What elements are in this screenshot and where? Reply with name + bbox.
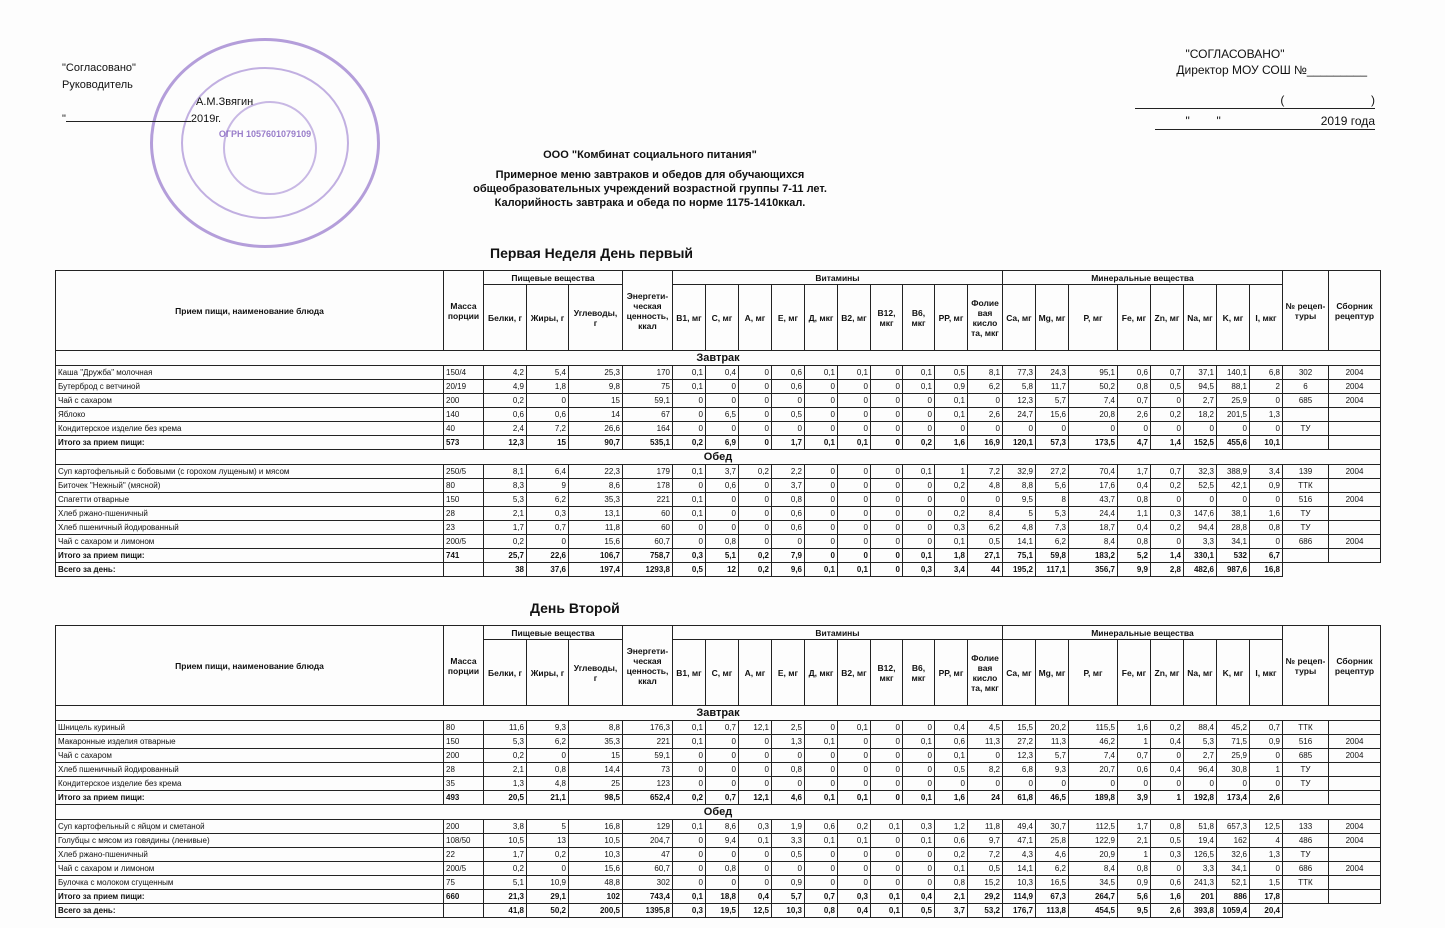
table-row: Чай с сахаром 200 0,2 0 15 59,1 0 0 0 0 0 0 0 0 0,1 0 12,3 5,7 7,4 0,7 0 2,7 25,9 0 685 2004: [56, 394, 1381, 408]
meal-section-header: Завтрак: [56, 706, 1381, 721]
table-row: Суп картофельный с бобовыми (с горохом лущеным) и мясом 250/5 8,1 6,4 22,3 179 0,1 3,7 0,2 2,2 0 0 0 0,1 1 7,2 32,9 27,2 70,4 1,7 0,7 32,3 388,9 3,4 139 2004: [56, 465, 1381, 479]
col-p: P, мг: [1069, 285, 1118, 351]
approval-left: [62, 60, 253, 128]
table-row: Чай с сахаром и лимоном 200/5 0,2 0 15,6 60,7 0 0,8 0 0 0 0 0 0 0,1 0,5 14,1 6,2 8,4 0,8 0 3,3 34,1 0 686 2004: [56, 862, 1381, 876]
col-zn: Zn, мг: [1151, 640, 1184, 706]
col-i: I, мкг: [1250, 285, 1283, 351]
col-fat: Жиры, г: [527, 640, 569, 706]
col-b6: B6, мкг: [903, 640, 935, 706]
meal-total-row: Итого за прием пищи: 573 12,3 15 90,7 535,1 0,2 6,9 0 1,7 0,1 0,1 0 0,2 1,6 16,9 120,1 57,3 173,5 4,7 1,4 152,5 455,6 10,1: [56, 436, 1381, 450]
title-line-3: Калорийность завтрака и обеда по норме 1175-1410ккал.: [494, 197, 806, 209]
col-d: Д, мкг: [805, 640, 838, 706]
meal-total-row: Итого за прием пищи: 493 20,5 21,1 98,5 652,4 0,2 0,7 12,1 4,6 0,1 0,1 0 0,1 1,6 24 61,8 46,5 189,8 3,9 1 192,8 173,4 2,6: [56, 791, 1381, 805]
col-group-vitamins: Витамины: [673, 271, 1003, 285]
col-recipe-no: № рецеп-туры: [1283, 626, 1329, 706]
stamp-ogrn: ОГРН 1057601079109: [218, 129, 312, 139]
table-row: Хлеб пшеничный йодированный 28 2,1 0,8 14,4 73 0 0 0 0,8 0 0 0 0 0,5 8,2 6,8 9,3 20,7 0,6 0,4 96,4 30,8 1 ТУ: [56, 763, 1381, 777]
table-row: Хлеб ржано-пшеничный 22 1,7 0,2 10,3 47 0 0 0 0,5 0 0 0 0 0,2 7,2 4,3 4,6 20,9 1 0,3 126,5 32,6 1,3 ТУ: [56, 848, 1381, 862]
meal-section-header: Обед: [56, 805, 1381, 820]
col-pp: PP, мг: [935, 640, 968, 706]
meal-section-header: Завтрак: [56, 351, 1381, 366]
col-c: C, мг: [706, 285, 739, 351]
col-ca: Ca, мг: [1003, 640, 1036, 706]
day-2-title: День Второй: [530, 600, 620, 616]
col-e: E, мг: [772, 285, 805, 351]
col-b1: B1, мг: [673, 285, 706, 351]
approval-date-left: " 2019г.: [62, 113, 222, 125]
col-fe: Fe, мг: [1118, 285, 1151, 351]
table-row: Яблоко 140 0,6 0,6 14 67 0 6,5 0 0,5 0 0 0 0 0,1 2,6 24,7 15,6 20,8 2,6 0,2 18,2 201,5 1,3: [56, 408, 1381, 422]
col-meal-name: Прием пищи, наименование блюда: [56, 626, 444, 706]
col-e: E, мг: [772, 640, 805, 706]
title-line-2: общеобразовательных учреждений возрастной группы 7-11 лет.: [473, 183, 827, 195]
menu-table-day-2: [55, 625, 1381, 918]
col-folic: Фолие вая кисло та, мкг: [968, 640, 1003, 706]
col-carbs: Углеводы, г: [569, 285, 623, 351]
col-b12: B12, мкг: [871, 285, 903, 351]
col-group-minerals: Минеральные вещества: [1003, 271, 1283, 285]
col-pp: PP, мг: [935, 285, 968, 351]
col-energy: Энергети-ческая ценность, ккал: [623, 626, 673, 706]
director-label: Директор МОУ СОШ №_________: [1176, 63, 1367, 77]
table-row: Хлеб ржано-пшеничный 28 2,1 0,3 13,1 60 0,1 0 0 0,6 0 0 0 0 0,2 8,4 5 5,3 24,4 1,1 0,3 147,6 38,1 1,6 ТУ: [56, 507, 1381, 521]
col-mg: Mg, мг: [1036, 640, 1069, 706]
table-row: Кондитерское изделие без крема 35 1,3 4,8 25 123 0 0 0 0 0 0 0 0 0 0 0 0 0 0 0 0 0 0 ТУ: [56, 777, 1381, 791]
col-carbs: Углеводы, г: [569, 640, 623, 706]
table-row: Суп картофельный с яйцом и сметаной 200 3,8 5 16,8 129 0,1 8,6 0,3 1,9 0,6 0,2 0,1 0,3 1,2 11,8 49,4 30,7 112,5 1,7 0,8 51,8 657,3 12,5 133 2004: [56, 820, 1381, 834]
meal-section-header: Обед: [56, 450, 1381, 465]
table-row: Каша "Дружба" молочная 150/4 4,2 5,4 25,3 170 0,1 0,4 0 0,6 0,1 0,1 0 0,1 0,5 8,1 77,3 24,3 95,1 0,6 0,7 37,1 140,1 6,8 302 2004: [56, 366, 1381, 380]
col-a: A, мг: [739, 640, 772, 706]
col-fe: Fe, мг: [1118, 640, 1151, 706]
col-group-minerals: Минеральные вещества: [1003, 626, 1283, 640]
day-total-row: Всего за день: 38 37,6 197,4 1293,8 0,5 12 0,2 9,6 0,1 0,1 0 0,3 3,4 44 195,2 117,1 356,7 9,9 2,8 482,6 987,6 16,8: [56, 563, 1381, 577]
col-recipe-no: № рецеп-туры: [1283, 271, 1329, 351]
col-b1: B1, мг: [673, 640, 706, 706]
col-p: P, мг: [1069, 640, 1118, 706]
col-na: Na, мг: [1184, 640, 1217, 706]
head-name: А.М.Звягин: [196, 96, 254, 108]
col-mass: Масса порции: [444, 271, 484, 351]
col-fat: Жиры, г: [527, 285, 569, 351]
col-c: C, мг: [706, 640, 739, 706]
title-line-1: Примерное меню завтраков и обедов для обучающихся: [495, 169, 805, 181]
day-1-title: Первая Неделя День первый: [490, 245, 694, 261]
table-row: Бутерброд с ветчиной 20/19 4,9 1,8 9,8 75 0,1 0 0 0,6 0 0 0 0,1 0,9 6,2 5,8 11,7 50,2 0,8 0,5 94,5 88,1 2 6 2004: [56, 380, 1381, 394]
col-i: I, мкг: [1250, 640, 1283, 706]
agreed-label-right: "СОГЛАСОВАНО": [1185, 47, 1285, 61]
col-collection: Сборник рецептур: [1329, 271, 1381, 351]
agreed-label-left: "Согласовано": [62, 62, 136, 74]
table-row: Булочка с молоком сгущенным 75 5,1 10,9 48,8 302 0 0 0 0,9 0 0 0 0 0,8 15,2 10,3 16,5 34,5 0,9 0,6 241,3 52,1 1,5 ТТК: [56, 876, 1381, 890]
document-title: [400, 148, 900, 210]
col-ca: Ca, мг: [1003, 285, 1036, 351]
table-row: Макаронные изделия отварные 150 5,3 6,2 35,3 221 0,1 0 0 1,3 0,1 0 0 0,1 0,6 11,3 27,2 11,3 46,2 1 0,4 5,3 71,5 0,9 516 2004: [56, 735, 1381, 749]
col-mg: Mg, мг: [1036, 285, 1069, 351]
col-a: A, мг: [739, 285, 772, 351]
col-b2: B2, мг: [838, 640, 871, 706]
head-label: Руководитель: [62, 79, 133, 91]
menu-table-day-1: [55, 270, 1381, 577]
table-row: Шницель куриный 80 11,6 9,3 8,8 176,3 0,1 0,7 12,1 2,5 0 0,1 0 0 0,4 4,5 15,5 20,2 115,5 1,6 0,2 88,4 45,2 0,7 ТТК: [56, 721, 1381, 735]
meal-total-row: Итого за прием пищи: 660 21,3 29,1 102 743,4 0,1 18,8 0,4 5,7 0,7 0,3 0,1 0,4 2,1 29,2 114,9 67,3 264,7 5,6 1,6 201 886 17,8: [56, 890, 1381, 904]
col-k: K, мг: [1217, 640, 1250, 706]
org-name: ООО "Комбинат социального питания": [543, 149, 757, 161]
col-mass: Масса порции: [444, 626, 484, 706]
table-row: Кондитерское изделие без крема 40 2,4 7,2 26,6 164 0 0 0 0 0 0 0 0 0 0 0 0 0 0 0 0 0 0 ТУ: [56, 422, 1381, 436]
col-b2: B2, мг: [838, 285, 871, 351]
col-group-nutrients: Пищевые вещества: [484, 271, 623, 285]
col-folic: Фолие вая кисло та, мкг: [968, 285, 1003, 351]
table-row: Чай с сахаром 200 0,2 0 15 59,1 0 0 0 0 0 0 0 0 0,1 0 12,3 5,7 7,4 0,7 0 2,7 25,9 0 685 2004: [56, 749, 1381, 763]
col-group-vitamins: Витамины: [673, 626, 1003, 640]
col-b6: B6, мкг: [903, 285, 935, 351]
col-k: K, мг: [1217, 285, 1250, 351]
table-row: Чай с сахаром и лимоном 200/5 0,2 0 15,6 60,7 0 0,8 0 0 0 0 0 0 0,1 0,5 14,1 6,2 8,4 0,8 0 3,3 34,1 0 686 2004: [56, 535, 1381, 549]
col-protein: Белки, г: [484, 285, 527, 351]
col-d: Д, мкг: [805, 285, 838, 351]
day-total-row: Всего за день: 41,8 50,2 200,5 1395,8 0,3 19,5 12,5 10,3 0,8 0,4 0,1 0,5 3,7 53,2 176,7 113,8 454,5 9,5 2,6 393,8 1059,4 20,4: [56, 904, 1381, 918]
table-row: Голубцы с мясом из говядины (ленивые) 108/50 10,5 13 10,5 204,7 0 9,4 0,1 3,3 0,1 0,1 0 0,1 0,6 9,7 47,1 25,8 122,9 2,1 0,5 19,4 162 4 486 2004: [56, 834, 1381, 848]
col-energy: Энергети-ческая ценность, ккал: [623, 271, 673, 351]
table-row: Биточек "Нежный" (мясной) 80 8,3 9 8,6 178 0 0,6 0 3,7 0 0 0 0 0,2 4,8 8,8 5,6 17,6 0,4 0,2 52,5 42,1 0,9 ТТК: [56, 479, 1381, 493]
approval-right: [1135, 46, 1375, 130]
table-row: Хлеб пшеничный йодированный 23 1,7 0,7 11,8 60 0 0 0 0,6 0 0 0 0 0,3 6,2 4,8 7,3 18,7 0,4 0,2 94,4 28,8 0,8 ТУ: [56, 521, 1381, 535]
col-protein: Белки, г: [484, 640, 527, 706]
col-na: Na, мг: [1184, 285, 1217, 351]
col-group-nutrients: Пищевые вещества: [484, 626, 623, 640]
col-collection: Сборник рецептур: [1329, 626, 1381, 706]
col-zn: Zn, мг: [1151, 285, 1184, 351]
table-row: Спагетти отварные 150 5,3 6,2 35,3 221 0,1 0 0 0,8 0 0 0 0 0 0 9,5 8 43,7 0,8 0 0 0 0 516 2004: [56, 493, 1381, 507]
col-b12: B12, мкг: [871, 640, 903, 706]
director-signature-line: ( ): [1135, 92, 1375, 109]
col-meal-name: Прием пищи, наименование блюда: [56, 271, 444, 351]
meal-total-row: Итого за прием пищи: 741 25,7 22,6 106,7 758,7 0,3 5,1 0,2 7,9 0 0 0 0,1 1,8 27,1 75,1 59,8 183,2 5,2 1,4 330,1 532 6,7: [56, 549, 1381, 563]
approval-date-right: " " 2019 года: [1155, 109, 1375, 130]
